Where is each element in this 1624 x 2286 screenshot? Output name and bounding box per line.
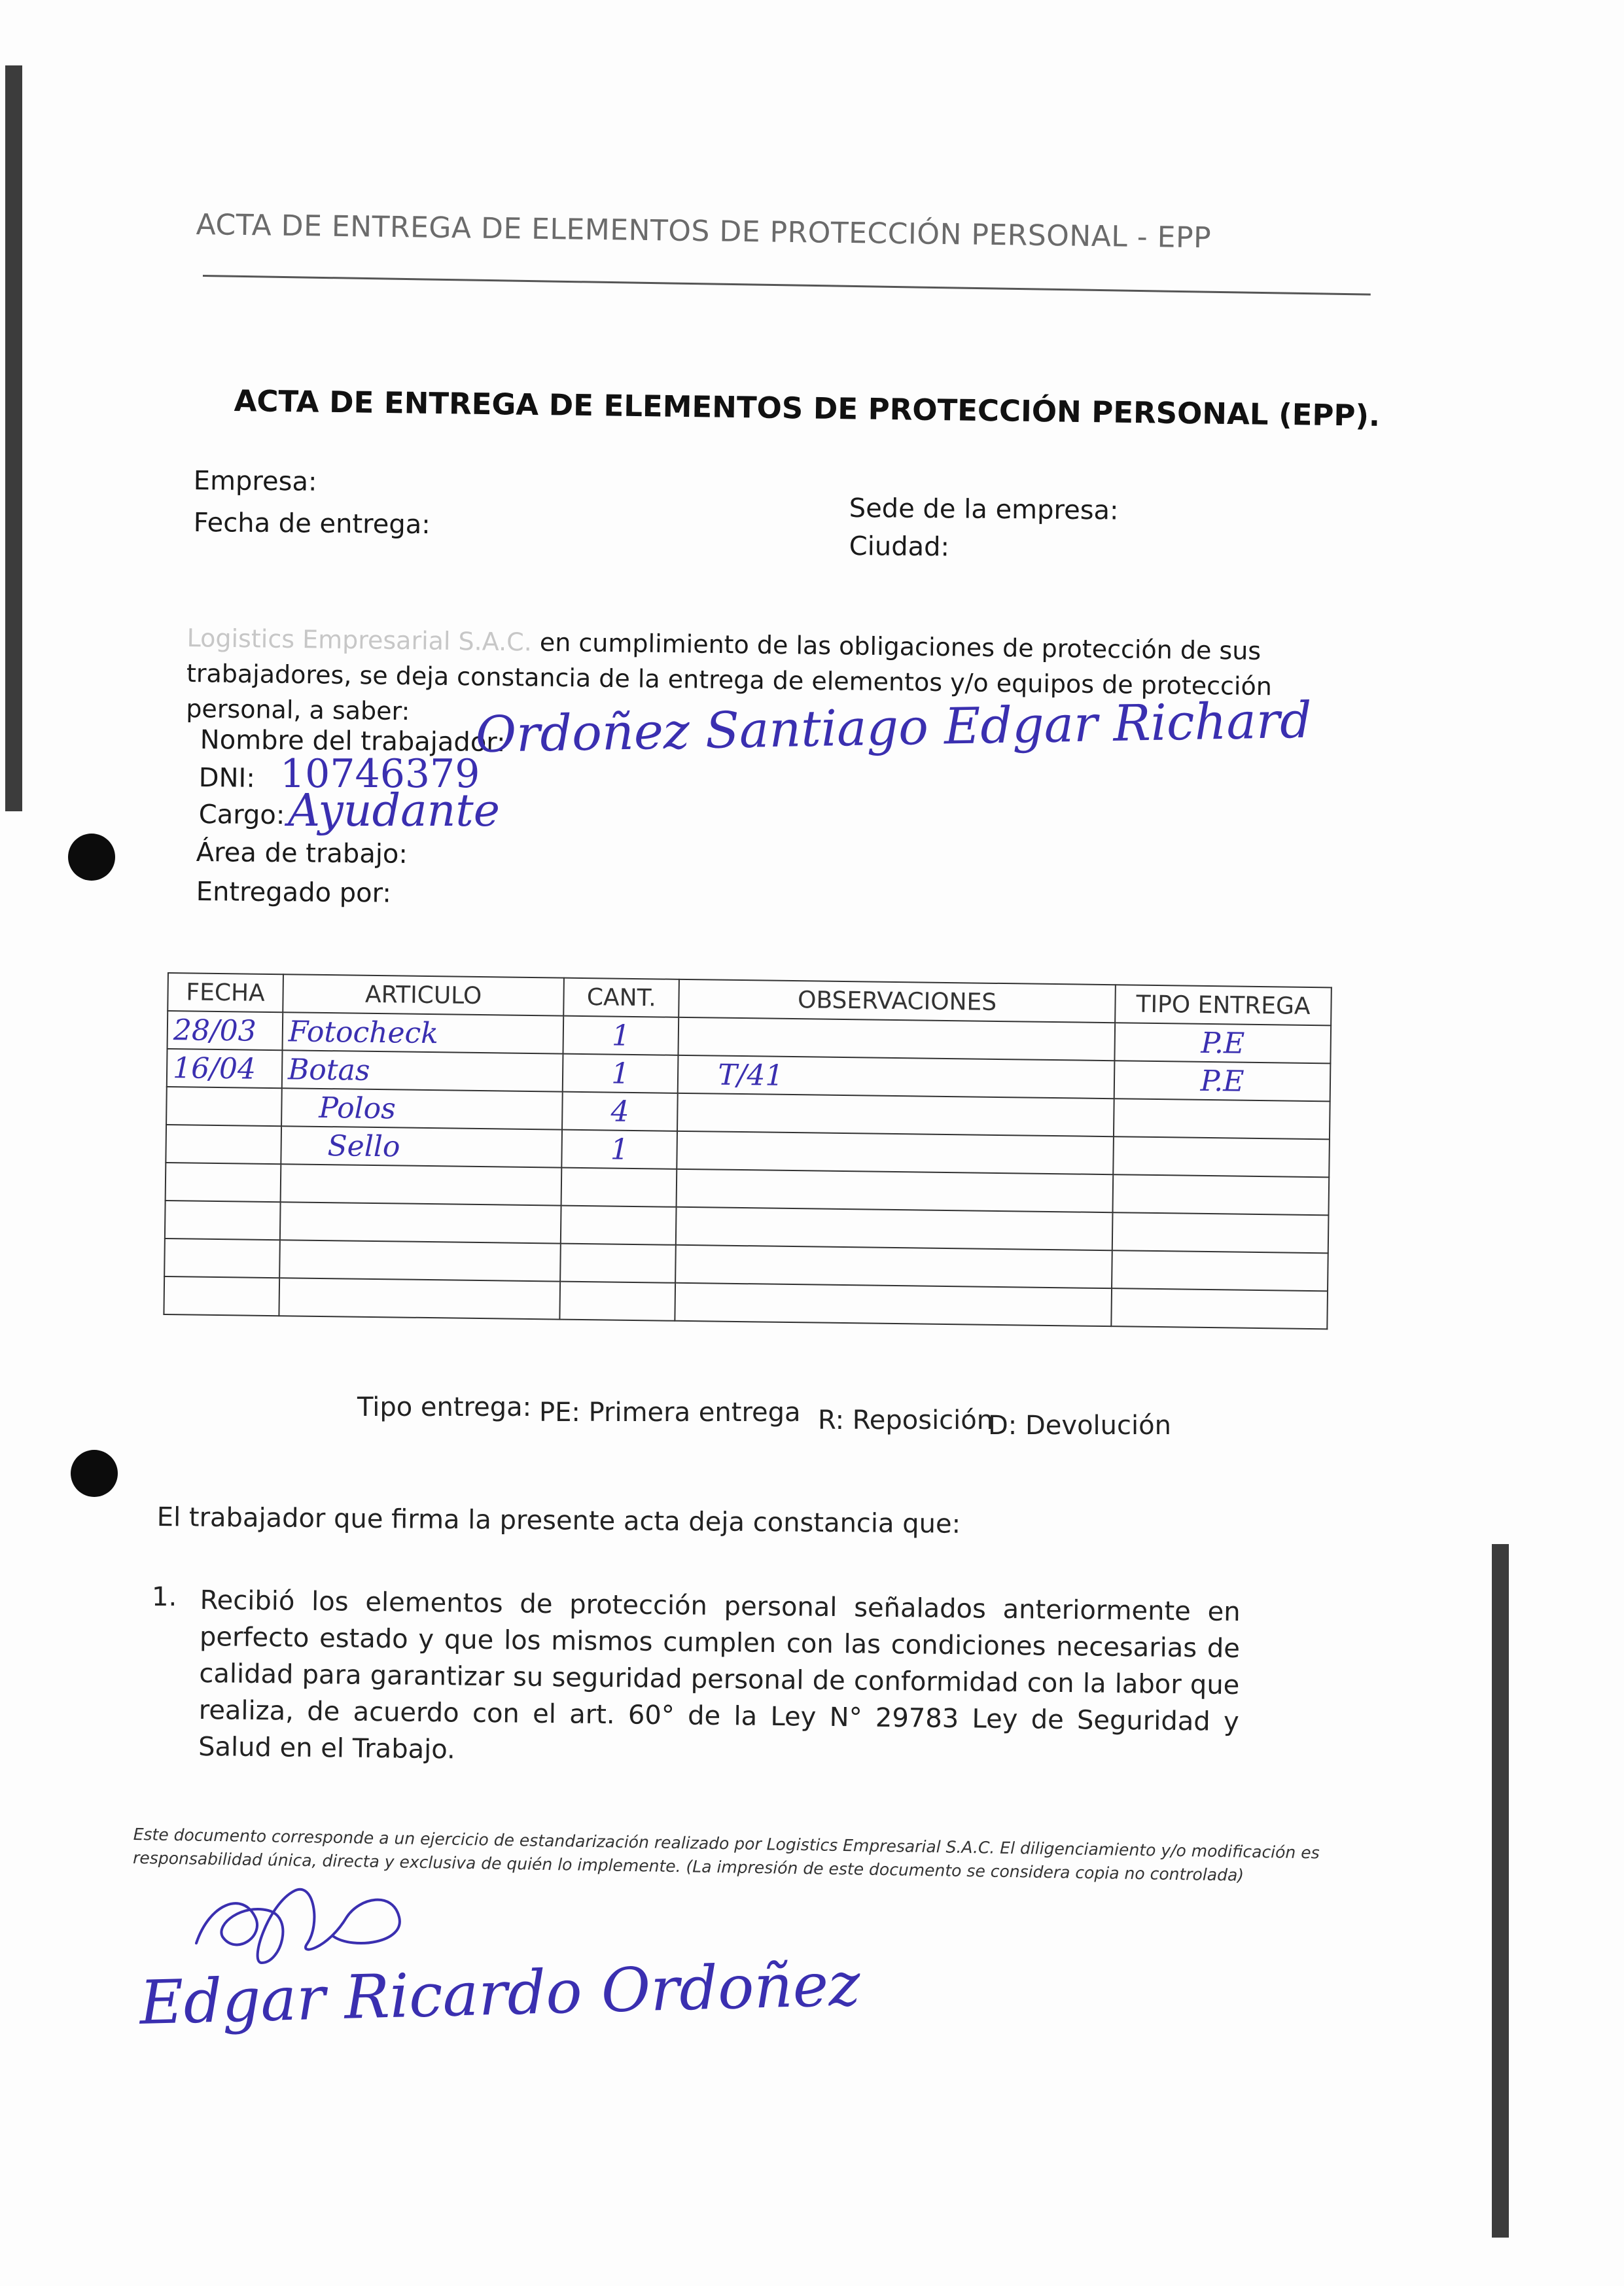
cargo-label: Cargo: (198, 800, 285, 831)
cell-articulo: Fotocheck (282, 1012, 563, 1053)
cell-fecha (166, 1125, 281, 1164)
cell-cantidad: 4 (562, 1092, 678, 1131)
cell-articulo (279, 1240, 561, 1281)
cell-fecha (166, 1163, 281, 1202)
cell-tipo-entrega (1112, 1250, 1328, 1291)
cell-tipo-entrega (1111, 1288, 1328, 1329)
cell-cantidad: 1 (562, 1130, 678, 1169)
ciudad-label: Ciudad: (849, 531, 950, 563)
col-observaciones: OBSERVACIONES (679, 979, 1116, 1023)
col-articulo: ARTICULO (283, 974, 564, 1015)
dni-value: 10746379 (280, 751, 480, 797)
col-cantidad: CANT. (564, 978, 680, 1017)
footer-disclaimer: Este documento corresponde a un ejercicio de estandarización realizado por Logistics Empresarial S.A.C. El diligenciamiento y/o modificación es responsabilidad única, directa y exclusiva de quién lo implemente. (La impresión de este documento se considera copia no controlada) (132, 1824, 1320, 1885)
legend-reposicion: R: Reposición (818, 1405, 994, 1435)
col-tipo-entrega: TIPO ENTREGA (1115, 985, 1332, 1025)
cell-cantidad (560, 1244, 676, 1283)
signature-stroke (196, 1890, 400, 1963)
cell-articulo: Botas (282, 1050, 563, 1091)
punch-hole-top (68, 834, 115, 881)
header-divider (203, 275, 1371, 296)
cell-observaciones (677, 1093, 1114, 1136)
cell-articulo: Sello (281, 1126, 562, 1167)
cell-observaciones (679, 1017, 1116, 1061)
cell-articulo (280, 1202, 561, 1243)
dni-label: DNI: (198, 763, 255, 794)
cell-observaciones (677, 1131, 1114, 1174)
document-title: ACTA DE ENTREGA DE ELEMENTOS DE PROTECCIÓN PERSONAL (EPP). (234, 383, 1381, 433)
cell-cantidad (561, 1168, 677, 1207)
cell-articulo (280, 1164, 561, 1205)
cell-observaciones (676, 1207, 1113, 1250)
area-trabajo-label: Área de trabajo: (196, 837, 408, 870)
sede-label: Sede de la empresa: (849, 493, 1119, 526)
cell-fecha (165, 1201, 281, 1240)
punch-hole-bottom (71, 1450, 118, 1497)
legend-devolucion: D: Devolución (988, 1411, 1171, 1441)
scan-edge-right (1492, 1544, 1509, 2238)
cell-fecha (164, 1239, 280, 1278)
epp-delivery-table (163, 972, 1332, 1329)
cargo-value: Ayudante (288, 785, 500, 837)
empresa-label: Empresa: (193, 466, 317, 497)
cell-cantidad: 1 (563, 1016, 679, 1055)
legend-label: Tipo entrega: (357, 1392, 532, 1422)
signature-name: Edgar Ricardo Ordoñez (139, 1949, 861, 2038)
entregado-por-label: Entregado por: (196, 877, 392, 909)
cell-observaciones (675, 1283, 1112, 1326)
declaration-intro: El trabajador que firma la presente acta deja constancia que: (156, 1502, 961, 1539)
intro-text: en cumplimiento de las obligaciones de protección de sus trabajadores, se deja constancia de la entrega de elementos y/o equipos de protección personal, a saber: (186, 627, 1273, 726)
cell-fecha: 16/04 (167, 1049, 283, 1088)
declaration-item-number: 1. (152, 1582, 177, 1612)
legend-primera-entrega: PE: Primera entrega (539, 1398, 801, 1428)
nombre-trabajador-label: Nombre del trabajador: (200, 725, 506, 758)
cell-tipo-entrega: P.E (1115, 1023, 1332, 1063)
declaration-item-text: Recibió los elementos de protección personal señalados anteriormente en perfecto estado y que los mismos cumplen con las condiciones necesarias de calidad para garantizar su seguridad personal de conformidad con la labor que realiza, de acuerdo con el art. 60° de la Ley N° 29783 Ley de Seguridad y Salud en el Trabajo. (198, 1585, 1241, 1765)
company-name: Logistics Empresarial S.A.C. (186, 623, 533, 657)
cell-observaciones: T/41 (678, 1055, 1115, 1099)
cell-tipo-entrega (1113, 1174, 1330, 1215)
cell-tipo-entrega (1114, 1099, 1330, 1139)
cell-observaciones (677, 1169, 1114, 1212)
header-title: ACTA DE ENTREGA DE ELEMENTOS DE PROTECCIÓN PERSONAL - EPP (196, 208, 1212, 255)
col-fecha: FECHA (168, 973, 283, 1012)
cell-articulo (279, 1278, 560, 1319)
cell-cantidad (560, 1282, 676, 1321)
cell-cantidad (561, 1206, 677, 1245)
cell-tipo-entrega: P.E (1114, 1061, 1331, 1101)
scan-edge-left (5, 65, 22, 811)
cell-observaciones (675, 1245, 1112, 1288)
cell-fecha: 28/03 (168, 1011, 283, 1050)
nombre-trabajador-value: Ordoñez Santiago Edgar Richard (475, 690, 1313, 764)
cell-tipo-entrega (1113, 1136, 1330, 1177)
fecha-entrega-label: Fecha de entrega: (193, 508, 431, 540)
cell-cantidad: 1 (563, 1054, 679, 1093)
cell-articulo: Polos (281, 1088, 563, 1129)
cell-fecha (166, 1087, 282, 1126)
cell-tipo-entrega (1112, 1212, 1329, 1253)
cell-fecha (164, 1276, 279, 1316)
